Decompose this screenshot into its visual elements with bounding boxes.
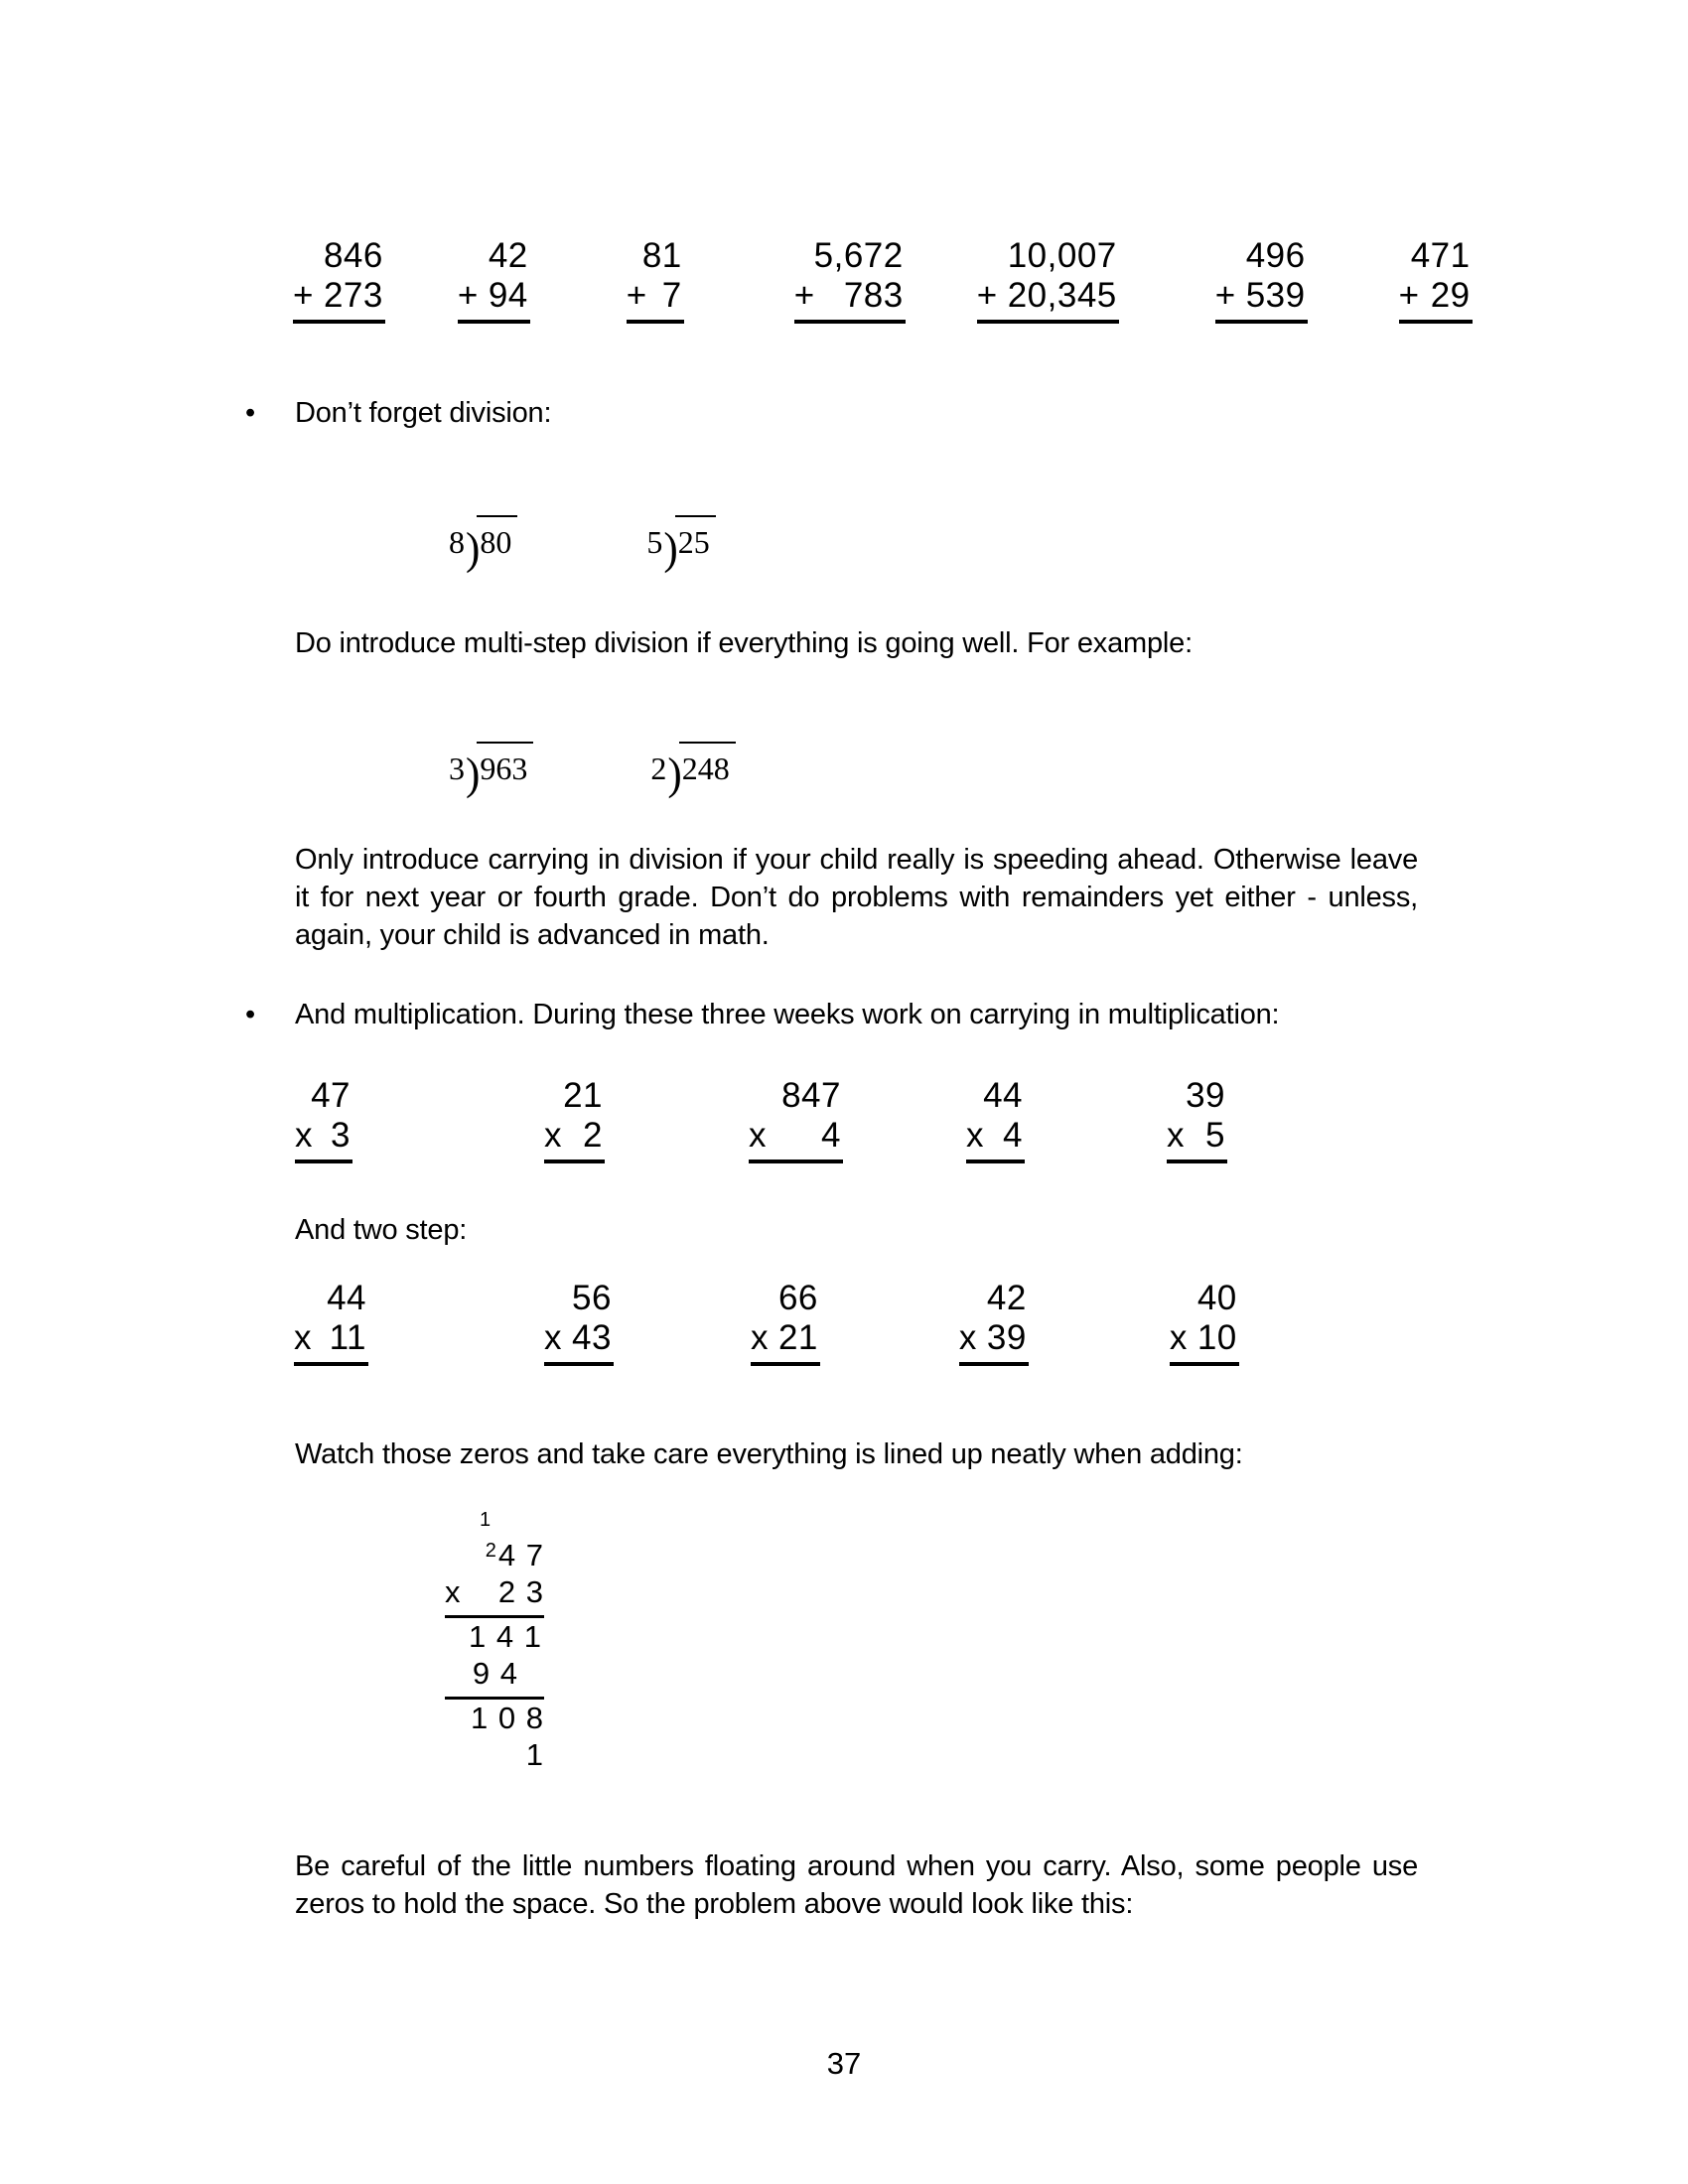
- times-operator: x: [958, 1318, 977, 1358]
- times-operator: x: [966, 1116, 984, 1156]
- times-operator: x: [544, 1318, 562, 1358]
- multiplication-problem: [544, 1281, 614, 1366]
- partial-product-1: 1 4 1: [469, 1619, 542, 1655]
- addition-problem: [1215, 238, 1308, 324]
- long-division-problem: [646, 515, 715, 574]
- dividend: 963: [477, 742, 533, 791]
- addend-bottom: 7: [661, 276, 682, 315]
- multiplicand: 39: [1186, 1076, 1225, 1116]
- times-operator: x: [750, 1318, 769, 1358]
- multiplication-bullet-text: And multiplication. During these three weeks work on carrying in multiplication:: [295, 999, 1280, 1031]
- addition-problem: [977, 238, 1119, 324]
- multiplier: 2 3: [497, 1574, 544, 1610]
- multiplier: 11: [329, 1318, 366, 1358]
- times-operator: x: [295, 1116, 313, 1156]
- multiplication-problem: [966, 1078, 1025, 1163]
- plus-operator: +: [626, 276, 647, 315]
- addend-bottom: 539: [1245, 276, 1306, 315]
- plus-operator: +: [1398, 276, 1420, 315]
- addend-top: 471: [1410, 236, 1471, 275]
- division-bracket-icon: ): [667, 751, 682, 800]
- multiplier: 2: [583, 1116, 603, 1156]
- multiplicand: 40: [1196, 1279, 1237, 1318]
- multiplication-problems-row-2: [0, 1281, 1688, 1366]
- partial-product-2: 9 4: [445, 1655, 544, 1700]
- addition-problem: [293, 238, 385, 324]
- multiplier: 43: [572, 1318, 612, 1358]
- multiplier: 5: [1205, 1116, 1225, 1156]
- addition-problem: [627, 238, 684, 324]
- plus-operator: +: [293, 276, 314, 315]
- plus-operator: +: [457, 276, 479, 315]
- multiplicand: 66: [777, 1279, 818, 1318]
- page-number: 37: [826, 2046, 862, 2082]
- divisor: 3: [449, 750, 465, 786]
- times-operator: x: [1169, 1318, 1188, 1358]
- division-problems-row-2: [449, 742, 1688, 800]
- plus-operator: +: [793, 276, 815, 315]
- multiplier: 39: [986, 1318, 1027, 1358]
- long-division-problem: [449, 742, 533, 800]
- multiplier: 21: [777, 1318, 818, 1358]
- multiplicand: 42: [986, 1279, 1027, 1318]
- multiplier: 10: [1196, 1318, 1237, 1358]
- addend-bottom: 20,345: [1007, 276, 1117, 315]
- dividend: 248: [679, 742, 736, 791]
- long-division-problem: [449, 515, 517, 574]
- addend-top: 10,007: [1007, 236, 1117, 275]
- bullet-division: [245, 394, 1688, 432]
- multiplication-problems-row-1: [0, 1078, 1688, 1163]
- long-division-problem: [650, 742, 735, 800]
- multiplication-problem: [751, 1281, 820, 1366]
- plus-operator: +: [1214, 276, 1236, 315]
- multiplicand-line: [445, 1533, 544, 1573]
- final-product: 1 0 8 1: [471, 1701, 544, 1773]
- addend-top: 846: [323, 236, 383, 275]
- addend-bottom: 94: [488, 276, 528, 315]
- multiplicand: 21: [563, 1076, 603, 1116]
- dividend: 80: [477, 515, 517, 565]
- addend-top: 496: [1245, 236, 1306, 275]
- addend-bottom: 783: [843, 276, 904, 315]
- addend-bottom: 273: [323, 276, 383, 315]
- division-bracket-icon: ): [466, 751, 481, 800]
- division-problems-row-1: [449, 515, 1688, 574]
- times-operator: x: [445, 1574, 462, 1610]
- times-operator: x: [294, 1318, 312, 1358]
- times-operator: x: [544, 1116, 562, 1156]
- times-operator: x: [749, 1116, 767, 1156]
- carry-digit: 2: [485, 1540, 496, 1563]
- multiplier-line: [445, 1573, 544, 1618]
- dividend: 25: [675, 515, 716, 565]
- plus-operator: +: [976, 276, 998, 315]
- addition-problems-row: [0, 238, 1688, 324]
- two-step-label: And two step:: [295, 1214, 468, 1247]
- addend-top: 42: [488, 236, 528, 275]
- division-bullet-text: Don’t forget division:: [295, 397, 552, 429]
- multiplication-problem: [749, 1078, 843, 1163]
- divisor: 2: [650, 750, 667, 786]
- carry-digit-top: 1: [480, 1509, 492, 1532]
- worked-example: [445, 1507, 544, 1773]
- addend-top: 5,672: [813, 236, 904, 275]
- division-bracket-icon: ): [466, 524, 481, 574]
- addition-problem: [1399, 238, 1473, 324]
- division-bracket-icon: ): [663, 524, 678, 574]
- bullet-multiplication: [245, 996, 1688, 1033]
- careful-note: Be careful of the little numbers floating around when you carry. Also, some people use zeros to hold the space. So the problem above would look like this:: [295, 1850, 1418, 1921]
- multiplication-problem: [544, 1078, 605, 1163]
- divisor: 8: [449, 524, 465, 560]
- multistep-note: Do introduce multi-step division if everything is going well. For example:: [295, 626, 1193, 659]
- multiplicand: 56: [572, 1279, 612, 1318]
- multiplier: 3: [331, 1116, 351, 1156]
- multiplication-problem: [1170, 1281, 1239, 1366]
- multiplicand: 44: [327, 1279, 366, 1318]
- addition-problem: [794, 238, 906, 324]
- addend-top: 81: [641, 236, 682, 275]
- divisor: 5: [646, 524, 663, 560]
- multiplication-problem: [1167, 1078, 1227, 1163]
- bullet-icon: •: [245, 999, 256, 1031]
- worked-example-wrap: [0, 1507, 1688, 1773]
- carrying-note: Only introduce carrying in division if your child really is speeding ahead. Otherwise leave it for next year or fourth grade. Don’t do problems with remainders yet either - unless, again, your child is advanced in math.: [295, 844, 1418, 952]
- bullet-icon: •: [245, 397, 256, 429]
- multiplication-problem: [295, 1078, 352, 1163]
- multiplicand: 44: [983, 1076, 1023, 1116]
- multiplicand: 847: [781, 1076, 841, 1116]
- multiplicand: 4 7: [497, 1538, 544, 1573]
- zeros-note: Watch those zeros and take care everything is lined up neatly when adding:: [295, 1438, 1243, 1471]
- times-operator: x: [1167, 1116, 1185, 1156]
- addend-bottom: 29: [1430, 276, 1471, 315]
- multiplier: 4: [821, 1116, 841, 1156]
- multiplicand: 47: [311, 1076, 351, 1116]
- addition-problem: [458, 238, 530, 324]
- multiplication-problem: [294, 1281, 368, 1366]
- multiplier: 4: [1003, 1116, 1023, 1156]
- multiplication-problem: [959, 1281, 1029, 1366]
